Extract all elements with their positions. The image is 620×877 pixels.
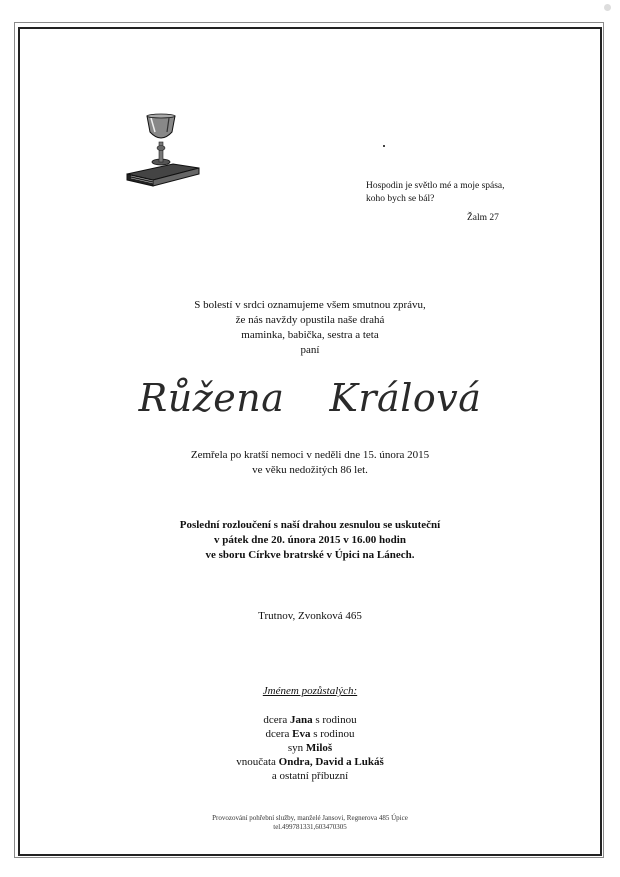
- psalm-line: Hospodin je světlo mé a moje spása,: [366, 181, 505, 191]
- scan-mark: [604, 4, 611, 11]
- intro-line: že nás navždy opustila naše drahá: [235, 314, 385, 326]
- footer-line: tel.499781331,603470305: [273, 823, 347, 831]
- announcement-intro: [0, 298, 620, 358]
- chalice-on-book-icon: [123, 112, 203, 192]
- intro-line: paní: [300, 344, 320, 356]
- bereaved-row: dcera Jana s rodinou: [263, 714, 357, 726]
- deceased-name: Růžena Králová: [138, 376, 482, 420]
- bereaved-list: [0, 713, 620, 783]
- psalm-reference: Žalm 27: [467, 213, 499, 223]
- relative-name: Miloš: [305, 742, 333, 754]
- death-line: ve věku nedožitých 86 let.: [252, 464, 368, 476]
- funeral-line: v pátek dne 20. února 2015 v 16.00 hodin: [214, 534, 406, 546]
- funeral-service-footer: [0, 814, 620, 832]
- bereaved-heading: Jménem pozůstalých:: [262, 685, 358, 697]
- intro-line: S bolestí v srdci oznamujeme všem smutnou zprávu,: [194, 299, 426, 311]
- bereaved-row: vnoučata Ondra, David a Lukáš: [236, 756, 384, 768]
- address: Trutnov, Zvonková 465: [258, 610, 362, 622]
- bereaved-row: a ostatní příbuzní: [271, 770, 349, 782]
- funeral-details: [0, 518, 620, 563]
- intro-line: maminka, babička, sestra a teta: [241, 329, 379, 341]
- psalm-quote: [366, 180, 505, 206]
- funeral-line: ve sboru Církve bratrské v Úpici na Lánech.: [205, 549, 415, 561]
- death-notice: [0, 448, 620, 478]
- scan-speck: [383, 145, 385, 147]
- bereaved-row: dcera Eva s rodinou: [265, 728, 355, 740]
- relative-name: Jana: [289, 714, 313, 726]
- death-line: Zemřela po kratší nemoci v neděli dne 15. února 2015: [190, 449, 430, 461]
- bereaved-row: syn Miloš: [287, 742, 333, 754]
- funeral-line: Poslední rozloučení s naší drahou zesnulou se uskuteční: [179, 519, 441, 531]
- relative-name: Ondra, David a Lukáš: [278, 756, 384, 768]
- relative-name: Eva: [292, 728, 311, 740]
- footer-line: Provozování pohřební služby, manželé Jansovi, Regnerova 485 Úpice: [212, 814, 408, 822]
- psalm-line: koho bych se bál?: [366, 194, 435, 204]
